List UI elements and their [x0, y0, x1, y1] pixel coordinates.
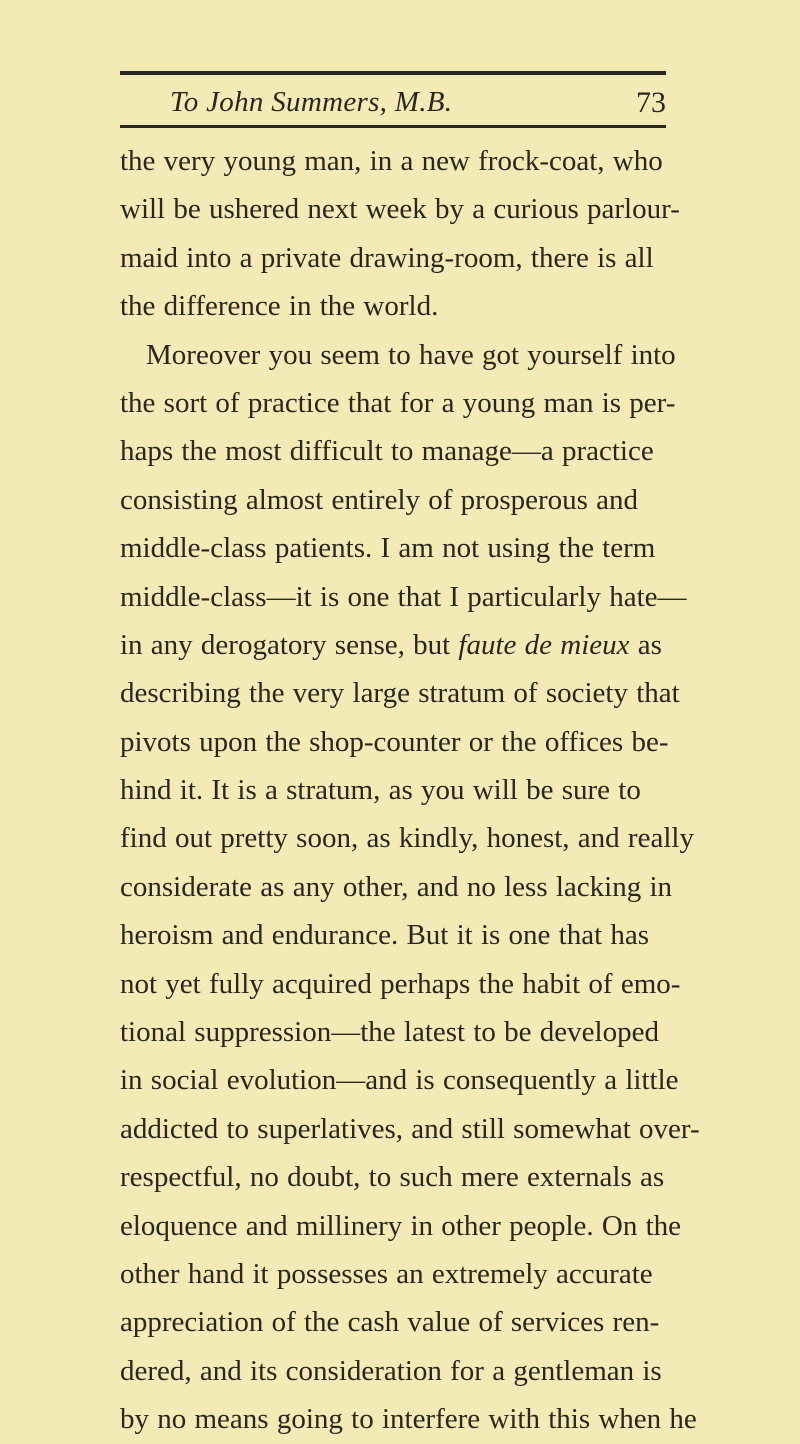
text-line: pivots upon the shop-counter or the offices be- — [120, 725, 669, 758]
text-line: Moreover you seem to have got yourself into — [146, 338, 676, 371]
page-header — [120, 86, 666, 126]
text-line: the difference in the world. — [120, 290, 439, 323]
text-line: in social evolution—and is consequently a little — [120, 1064, 679, 1097]
text-line: addicted to superlatives, and still somewhat over- — [120, 1112, 700, 1145]
text-line: middle-class patients. I am not using the term — [120, 532, 656, 565]
text-line: the very young man, in a new frock-coat, who — [120, 145, 663, 177]
text-line: describing the very large stratum of society that — [120, 677, 680, 710]
text-line: by no means going to interfere with this when he — [120, 1403, 697, 1436]
text-line: middle-class—it is one that I particularly hate— — [120, 580, 687, 613]
text-line: other hand it possesses an extremely accurate — [120, 1257, 653, 1290]
header-bottom-rule — [120, 125, 666, 128]
text-line — [120, 621, 680, 669]
text-line: hind it. It is a stratum, as you will be sure to — [120, 774, 641, 807]
text-line: will be ushered next week by a curious parlour- — [120, 193, 680, 226]
text-line: appreciation of the cash value of services ren- — [120, 1306, 660, 1339]
text-line: dered, and its consideration for a gentleman is — [120, 1354, 662, 1387]
text-line: tional suppression—the latest to be developed — [120, 1016, 659, 1049]
text-segment: as — [629, 628, 662, 661]
text-line: considerate as any other, and no less lacking in — [120, 870, 673, 903]
text-line: heroism and endurance. But it is one that has — [120, 919, 650, 952]
text-line: find out pretty soon, as kindly, honest, and really — [120, 822, 694, 855]
text-segment: in any derogatory sense, but — [120, 628, 459, 661]
italic-phrase: faute de mieux — [458, 628, 630, 661]
text-line: haps the most difficult to manage—a practice — [120, 435, 654, 468]
page-number: 73 — [636, 86, 666, 119]
text-line: the sort of practice that for a young man is per- — [120, 386, 676, 419]
body-text — [120, 137, 700, 1444]
text-line: eloquence and millinery in other people. On the — [120, 1209, 682, 1242]
running-head: To John Summers, M.B. — [170, 86, 453, 118]
text-line: respectful, no doubt, to such mere externals as — [120, 1161, 665, 1194]
header-top-rule — [120, 71, 666, 75]
text-line: maid into a private drawing-room, there is all — [120, 241, 654, 274]
text-line: not yet fully acquired perhaps the habit of emo- — [120, 967, 681, 1000]
text-line: consisting almost entirely of prosperous and — [120, 483, 639, 516]
